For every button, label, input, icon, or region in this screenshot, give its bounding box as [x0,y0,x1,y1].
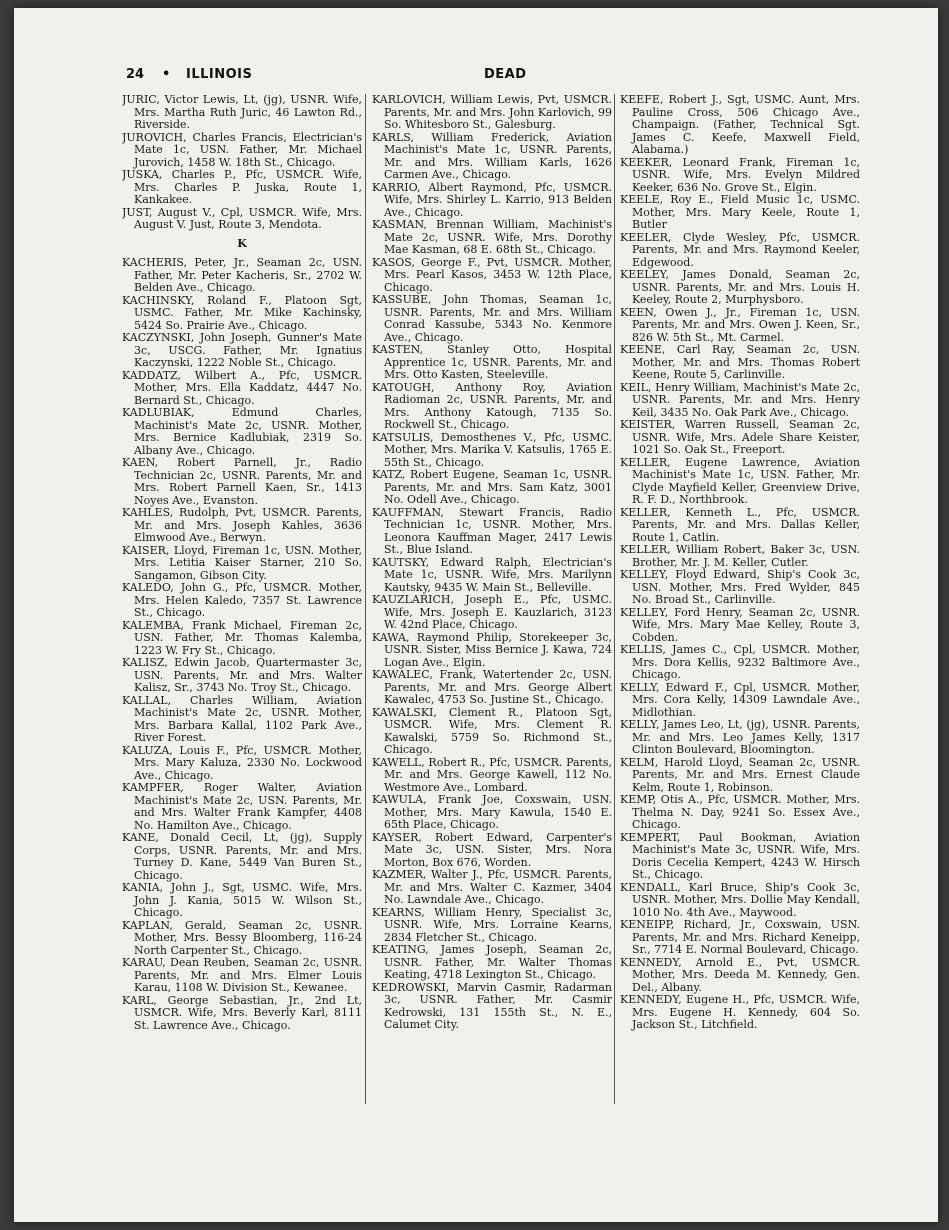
state-heading: ILLINOIS [186,67,253,82]
casualty-entry: KEEN, Owen J., Jr., Fireman 1c, USN. Parents, Mr. and Mrs. Owen J. Keen, Sr., 826 W. 5th St., Mt. Carmel. [620,305,860,344]
casualty-entry: KAWALSKI, Clement R., Platoon Sgt, USMCR. Wife, Mrs. Clement R. Kawalski, 5759 So. Richmond St., Chicago. [372,705,612,756]
casualty-entry: KADLUBIAK, Edmund Charles, Machinist's Mate 2c, USNR. Mother, Mrs. Bernice Kadlubiak, 2319 So. Albany Ave., Chicago. [122,406,362,457]
casualty-entry: KEATING, James Joseph, Seaman 2c, USNR. Father, Mr. Walter Thomas Keating, 4718 Lexington St., Chicago. [372,943,612,981]
casualty-entry: JUST, August V., Cpl, USMCR. Wife, Mrs. August V. Just, Route 3, Mendota. [122,205,362,231]
section-heading: DEAD [484,67,527,82]
casualty-entry: KAWELL, Robert R., Pfc, USMCR. Parents, Mr. and Mrs. George Kawell, 112 No. Westmore Ave., Lombard. [372,755,612,794]
casualty-entry: KELLER, William Robert, Baker 3c, USN. Brother, Mr. J. M. Keller, Cutler. [620,543,860,569]
casualty-entry: KAUFFMAN, Stewart Francis, Radio Technician 1c, USNR. Mother, Mrs. Leonora Kauffman Mager, 2417 Lewis St., Blue Island. [372,505,612,556]
casualty-entry: JUROVICH, Charles Francis, Electrician's Mate 1c, USN. Father, Mr. Michael Jurovich, 1458 W. 18th St., Chicago. [122,130,362,169]
casualty-entry: KEISTER, Warren Russell, Seaman 2c, USNR. Wife, Mrs. Adele Share Keister, 1021 So. Oak St., Freeport. [620,418,860,456]
casualty-entry: KACHERIS, Peter, Jr., Seaman 2c, USN. Father, Mr. Peter Kacheris, Sr., 2702 W. Belden Ave., Chicago. [122,256,362,294]
page-header [126,63,876,85]
casualty-entry: KEARNS, William Henry, Specialist 3c, USNR. Wife, Mrs. Lorraine Kearns, 2834 Fletcher St., Chicago. [372,905,612,944]
casualty-entry: KENEIPP, Richard, Jr., Coxswain, USN. Parents, Mr. and Mrs. Richard Keneipp, Sr., 7714 E. Normal Boulevard, Chicago. [620,918,860,956]
casualty-entry: KANE, Donald Cecil, Lt, (jg), Supply Corps, USNR. Parents, Mr. and Mrs. Turney D. Kane, 5449 Van Buren St., Chicago. [122,831,362,882]
casualty-entry: KALUZA, Louis F., Pfc, USMCR. Mother, Mrs. Mary Kaluza, 2330 No. Lockwood Ave., Chicago. [122,743,362,782]
casualty-entry: KALEDO, John G., Pfc, USMCR. Mother, Mrs. Helen Kaledo, 7357 St. Lawrence St., Chicago. [122,581,362,619]
column-3 [620,94,860,1114]
casualty-entry: KEEKER, Leonard Frank, Fireman 1c, USNR. Wife, Mrs. Evelyn Mildred Keeker, 636 No. Grove St., Elgin. [620,155,860,194]
casualty-entry: KAWALEC, Frank, Watertender 2c, USN. Parents, Mr. and Mrs. George Albert Kawalec, 4753 So. Justine St., Chicago. [372,668,612,706]
column-divider [365,94,366,1104]
header-bullet: • [162,67,171,82]
casualty-entry: KAHLES, Rudolph, Pvt, USMCR. Parents, Mr. and Mrs. Joseph Kahles, 3636 Elmwood Ave., Berwyn. [122,506,362,544]
casualty-entry: KASTEN, Stanley Otto, Hospital Apprentice 1c, USNR. Parents, Mr. and Mrs. Otto Kasten, Steeleville. [372,343,612,381]
casualty-entry: KAUTSKY, Edward Ralph, Electrician's Mate 1c, USNR. Wife, Mrs. Marilynn Kautsky, 9435 W. Main St., Belleville. [372,555,612,594]
casualty-entry: KEMPERT, Paul Bookman, Aviation Machinist's Mate 3c, USNR. Wife, Mrs. Doris Cecelia Kempert, 4243 W. Hirsch St., Chicago. [620,830,860,881]
casualty-entry: KAWA, Raymond Philip, Storekeeper 3c, USNR. Sister, Miss Bernice J. Kawa, 724 Logan Ave., Elgin. [372,630,612,669]
document-page [14,8,938,1222]
casualty-entry: KELLEY, Ford Henry, Seaman 2c, USNR. Wife, Mrs. Mary Mae Kelley, Route 3, Cobden. [620,605,860,644]
column-2 [372,94,612,1114]
casualty-entry: KELLY, Edward F., Cpl, USMCR. Mother, Mrs. Cora Kelly, 14309 Lawndale Ave., Midlothian. [620,680,860,719]
casualty-entry: KEDROWSKI, Marvin Casmir, Radarman 3c, USNR. Father, Mr. Casmir Kedrowski, 131 155th St., N. E., Calumet City. [372,980,612,1031]
casualty-entry: KALEMBA, Frank Michael, Fireman 2c, USN. Father, Mr. Thomas Kalemba, 1223 W. Fry St., Chicago. [122,618,362,657]
casualty-entry: KATZ, Robert Eugene, Seaman 1c, USNR. Parents, Mr. and Mrs. Sam Katz, 3001 No. Odell Ave., Chicago. [372,468,612,506]
casualty-entry: KACHINSKY, Roland F., Platoon Sgt, USMC. Father, Mr. Mike Kachinsky, 5424 So. Prairie Ave., Chicago. [122,293,362,332]
casualty-entry: JURIC, Victor Lewis, Lt, (jg), USNR. Wife, Mrs. Martha Ruth Juric, 46 Lawton Rd., Riverside. [122,94,362,131]
casualty-entry: KAPLAN, Gerald, Seaman 2c, USNR. Mother, Mrs. Bessy Bloomberg, 116-24 North Carpenter St., Chicago. [122,918,362,957]
casualty-entry: KARL, George Sebastian, Jr., 2nd Lt, USMCR. Wife, Mrs. Beverly Karl, 8111 St. Lawrence Ave., Chicago. [122,993,362,1032]
casualty-entry: KASSUBE, John Thomas, Seaman 1c, USNR. Parents, Mr. and Mrs. William Conrad Kassube, 5343 No. Kenmore Ave., Chicago. [372,293,612,344]
casualty-entry: KASMAN, Brennan William, Machinist's Mate 2c, USNR. Wife, Mrs. Dorothy Mae Kasman, 68 E. 68th St., Chicago. [372,218,612,256]
casualty-entry: KAYSER, Robert Edward, Carpenter's Mate 3c, USN. Sister, Mrs. Nora Morton, Box 676, Worden. [372,830,612,869]
casualty-entry: JUSKA, Charles P., Pfc, USMCR. Wife, Mrs. Charles P. Juska, Route 1, Kankakee. [122,168,362,206]
casualty-entry: KELLIS, James C., Cpl, USMCR. Mother, Mrs. Dora Kellis, 9232 Baltimore Ave., Chicago. [620,643,860,681]
casualty-entry: KANIA, John J., Sgt, USMC. Wife, Mrs. John J. Kania, 5015 W. Wilson St., Chicago. [122,881,362,919]
page-number: 24 [126,67,145,82]
casualty-entry: KENNEDY, Arnold E., Pvt, USMCR. Mother, Mrs. Deeda M. Kennedy, Gen. Del., Albany. [620,955,860,994]
casualty-entry: KELLEY, Floyd Edward, Ship's Cook 3c, USN. Mother, Mrs. Fred Wylder, 845 No. Broad St., Carlinville. [620,568,860,606]
casualty-entry: KAMPFER, Roger Walter, Aviation Machinist's Mate 2c, USN. Parents, Mr. and Mrs. Walter Frank Kampfer, 4408 No. Hamilton Ave., Chicago. [122,781,362,832]
casualty-entry: KALISZ, Edwin Jacob, Quartermaster 3c, USN. Parents, Mr. and Mrs. Walter Kalisz, Sr., 3743 No. Troy St., Chicago. [122,656,362,694]
casualty-entry: KEMP, Otis A., Pfc, USMCR. Mother, Mrs. Thelma N. Day, 9241 So. Essex Ave., Chicago. [620,793,860,831]
casualty-entry: KELLY, James Leo, Lt, (jg), USNR. Parents, Mr. and Mrs. Leo James Kelly, 1317 Clinton Boulevard, Bloomington. [620,718,860,756]
casualty-entry: KARRIO, Albert Raymond, Pfc, USMCR. Wife, Mrs. Shirley L. Karrio, 913 Belden Ave., Chicago. [372,180,612,219]
casualty-entry: KAZMER, Walter J., Pfc, USMCR. Parents, Mr. and Mrs. Walter C. Kazmer, 3404 No. Lawndale Ave., Chicago. [372,868,612,906]
casualty-entry: KENDALL, Karl Bruce, Ship's Cook 3c, USNR. Mother, Mrs. Dollie May Kendall, 1010 No. 4th Ave., Maywood. [620,880,860,919]
casualty-entry: KEELE, Roy E., Field Music 1c, USMC. Mother, Mrs. Mary Keele, Route 1, Butler [620,193,860,231]
casualty-entry: KALLAL, Charles William, Aviation Machinist's Mate 2c, USNR. Mother, Mrs. Barbara Kallal, 1102 Park Ave., River Forest. [122,693,362,744]
casualty-entry: KELLER, Kenneth L., Pfc, USMCR. Parents, Mr. and Mrs. Dallas Keller, Route 1, Catlin. [620,505,860,544]
casualty-entry: KEEFE, Robert J., Sgt, USMC. Aunt, Mrs. Pauline Cross, 506 Chicago Ave., Champaign. (Father, Technical Sgt. James C. Keefe, Maxwell Field, Alabama.) [620,94,860,156]
casualty-entry: KAUZLARICH, Joseph E., Pfc, USMC. Wife, Mrs. Joseph E. Kauzlarich, 3123 W. 42nd Place, Chicago. [372,593,612,631]
section-letter: K [237,236,247,250]
casualty-entry: KADDATZ, Wilbert A., Pfc, USMCR. Mother, Mrs. Ella Kaddatz, 4447 No. Bernard St., Chicago. [122,368,362,407]
casualty-entry: KELLER, Eugene Lawrence, Aviation Machinist's Mate 1c, USN. Father, Mr. Clyde Mayfield Keller, Greenview Drive, R. F. D., Northbrook. [620,455,860,506]
column-divider [614,94,615,1104]
casualty-entry: KAISER, Lloyd, Fireman 1c, USN. Mother, Mrs. Letitia Kaiser Starner, 210 So. Sangamon, Gibson City. [122,543,362,582]
casualty-entry: KATOUGH, Anthony Roy, Aviation Radioman 2c, USNR. Parents, Mr. and Mrs. Anthony Katough, 7135 So. Rockwell St., Chicago. [372,380,612,431]
column-1 [122,94,362,1114]
casualty-entry: KATSULIS, Demosthenes V., Pfc, USMC. Mother, Mrs. Marika V. Katsulis, 1765 E. 55th St., Chicago. [372,430,612,469]
casualty-entry: KEELEY, James Donald, Seaman 2c, USNR. Parents, Mr. and Mrs. Louis H. Keeley, Route 2, Murphysboro. [620,268,860,306]
casualty-entry: KEIL, Henry William, Machinist's Mate 2c, USNR. Parents, Mr. and Mrs. Henry Keil, 3435 No. Oak Park Ave., Chicago. [620,380,860,419]
casualty-entry: KASOS, George F., Pvt, USMCR. Mother, Mrs. Pearl Kasos, 3453 W. 12th Place, Chicago. [372,255,612,294]
casualty-entry: KAEN, Robert Parnell, Jr., Radio Technician 2c, USNR. Parents, Mr. and Mrs. Robert Parnell Kaen, Sr., 1413 Noyes Ave., Evanston. [122,456,362,507]
casualty-entry: KENNEDY, Eugene H., Pfc, USMCR. Wife, Mrs. Eugene H. Kennedy, 604 So. Jackson St., Litchfield. [620,993,860,1031]
casualty-entry: KELM, Harold Lloyd, Seaman 2c, USNR. Parents, Mr. and Mrs. Ernest Claude Kelm, Route 1, Robinson. [620,755,860,794]
casualty-entry: KARLOVICH, William Lewis, Pvt, USMCR. Parents, Mr. and Mrs. John Karlovich, 99 So. Whitesboro St., Galesburg. [372,94,612,131]
casualty-entry: KARLS, William Frederick, Aviation Machinist's Mate 1c, USNR. Parents, Mr. and Mrs. William Karls, 1626 Carmen Ave., Chicago. [372,130,612,181]
casualty-entry: KAWULA, Frank Joe, Coxswain, USN. Mother, Mrs. Mary Kawula, 1540 E. 65th Place, Chicago. [372,793,612,831]
casualty-entry: KARAU, Dean Reuben, Seaman 2c, USNR. Parents, Mr. and Mrs. Elmer Louis Karau, 1108 W. Division St., Kewanee. [122,956,362,994]
casualty-entry: KACZYNSKI, John Joseph, Gunner's Mate 3c, USCG. Father, Mr. Ignatius Kaczynski, 1222 Noble St., Chicago. [122,331,362,369]
casualty-entry: KEELER, Clyde Wesley, Pfc, USMCR. Parents, Mr. and Mrs. Raymond Keeler, Edgewood. [620,230,860,269]
casualty-entry: KEENE, Carl Ray, Seaman 2c, USN. Mother, Mr. and Mrs. Thomas Robert Keene, Route 5, Carlinville. [620,343,860,381]
